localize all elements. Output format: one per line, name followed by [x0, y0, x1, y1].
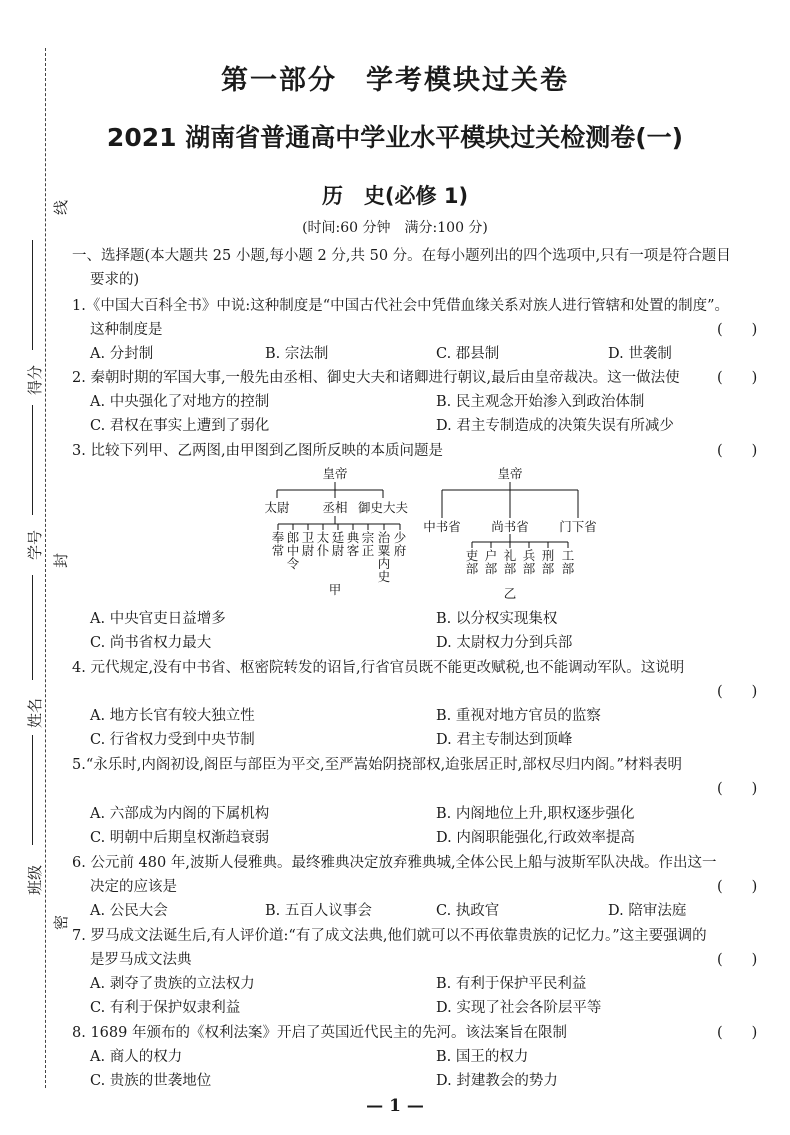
q7-option-b: B. 有利于保护平民利益	[436, 976, 587, 992]
org-chart-yi	[420, 462, 600, 602]
jia-office-5: 典客	[346, 530, 360, 558]
q6-answer-blank: ( )	[717, 879, 758, 895]
q1-option-d: D. 世袭制	[608, 346, 672, 362]
margin-label-score: 得分	[26, 364, 44, 395]
q1-answer-blank: ( )	[717, 322, 758, 338]
section-instructions-line2: 要求的)	[90, 272, 140, 288]
q8-option-c: C. 贵族的世袭地位	[90, 1073, 212, 1089]
exam-info: (时间:60 分钟 满分:100 分)	[302, 220, 488, 236]
q3-option-d: D. 太尉权力分到兵部	[436, 635, 573, 651]
yi-zhongshu: 中书省	[423, 519, 461, 534]
q7-stem-cont: 是罗马成文法典	[90, 952, 192, 968]
jia-yushidafu: 御史大夫	[357, 500, 409, 515]
q2-option-c: C. 君权在事实上遭到了弱化	[90, 418, 270, 434]
q4-answer-blank: ( )	[717, 684, 758, 700]
q7-answer-blank: ( )	[717, 952, 758, 968]
org-chart-jia	[250, 462, 420, 602]
q2-option-d: D. 君主专制造成的决策失误有所减少	[436, 418, 674, 434]
jia-office-8: 少府	[393, 530, 407, 558]
yi-emperor: 皇帝	[497, 466, 523, 481]
q1-option-a: A. 分封制	[90, 346, 154, 362]
q8-answer-blank: ( )	[717, 1025, 758, 1041]
score-blank-line	[32, 240, 33, 350]
page-number: — 1 —	[366, 1096, 424, 1116]
jia-office-1: 郎中令	[286, 530, 300, 571]
q1-option-b: B. 宗法制	[265, 346, 329, 362]
jia-office-4: 廷尉	[331, 530, 345, 558]
q3-option-b: B. 以分权实现集权	[436, 611, 558, 627]
q5-option-c: C. 明朝中后期皇权渐趋衰弱	[90, 830, 270, 846]
yi-office-2: 礼部	[503, 548, 517, 576]
q3-answer-blank: ( )	[717, 443, 758, 459]
jia-office-2: 卫尉	[301, 530, 315, 558]
q6-option-c: C. 执政官	[436, 903, 500, 919]
q5-stem: 5.“永乐时,内阁初设,阁臣与部臣为平交,至严嵩始阴挠部权,迨张居正时,部权尽归内阁。”材料表明	[72, 757, 682, 773]
q4-option-d: D. 君主专制达到顶峰	[436, 732, 573, 748]
margin-label-name: 姓名	[26, 697, 44, 728]
q5-option-a: A. 六部成为内阁的下属机构	[90, 806, 270, 822]
q6-stem: 6. 公元前 480 年,波斯人侵雅典。最终雅典决定放弃雅典城,全体公民上船与波斯军队决战。作出这一	[72, 855, 717, 871]
q4-option-b: B. 重视对地方官员的监察	[436, 708, 601, 724]
student-id-blank-line	[32, 405, 33, 515]
yi-shangshu: 尚书省	[491, 519, 529, 534]
q4-option-a: A. 地方长官有较大独立性	[90, 708, 255, 724]
q8-option-d: D. 封建教会的势力	[436, 1073, 558, 1089]
q6-option-a: A. 公民大会	[90, 903, 168, 919]
q3-option-c: C. 尚书省权力最大	[90, 635, 212, 651]
q8-option-a: A. 商人的权力	[90, 1049, 183, 1065]
q2-option-a: A. 中央强化了对地方的控制	[90, 394, 270, 410]
q5-option-b: B. 内阁地位上升,职权逐步强化	[436, 806, 635, 822]
q7-option-d: D. 实现了社会各阶层平等	[436, 1000, 602, 1016]
q6-stem-cont: 决定的应该是	[90, 879, 177, 895]
jia-chengxiang: 丞相	[322, 500, 348, 515]
yi-office-0: 吏部	[465, 548, 479, 576]
q1-option-c: C. 郡县制	[436, 346, 500, 362]
jia-office-7: 治粟内史	[377, 530, 391, 584]
exam-title: 2021 湖南省普通高中学业水平模块过关检测卷(一)	[106, 123, 684, 152]
q8-stem: 8. 1689 年颁布的《权利法案》开启了英国近代民主的先河。该法案旨在限制	[72, 1025, 567, 1041]
q2-option-b: B. 民主观念开始渗入到政治体制	[436, 394, 645, 410]
yi-office-3: 兵部	[522, 548, 536, 576]
jia-emperor: 皇帝	[322, 466, 348, 481]
part-title: 第一部分 学考模块过关卷	[221, 65, 569, 96]
jia-caption: 甲	[328, 582, 342, 597]
jia-office-3: 太仆	[316, 530, 330, 558]
margin-label-class: 班级	[26, 864, 44, 895]
q7-stem: 7. 罗马成文法诞生后,有人评价道:“有了成文法典,他们就可以不再依靠贵族的记忆力。”这主要强调的	[72, 928, 707, 944]
q4-option-c: C. 行省权力受到中央节制	[90, 732, 255, 748]
q2-answer-blank: ( )	[717, 370, 758, 386]
yi-menxia: 门下省	[559, 519, 597, 534]
q4-stem: 4. 元代规定,没有中书省、枢密院转发的诏旨,行省官员既不能更改赋税,也不能调动军队。这说明	[72, 660, 685, 676]
yi-office-5: 工部	[561, 548, 575, 576]
jia-taiwei: 太尉	[264, 500, 290, 515]
q7-option-a: A. 剥夺了贵族的立法权力	[90, 976, 255, 992]
margin-label-mi: 密	[52, 914, 70, 930]
name-blank-line	[32, 575, 33, 680]
section-instructions-line1: 一、选择题(本大题共 25 小题,每小题 2 分,共 50 分。在每小题列出的四个选项中,只有一项是符合题目	[72, 248, 731, 264]
class-blank-line	[32, 735, 33, 845]
q3-option-a: A. 中央官吏日益增多	[90, 611, 226, 627]
q8-option-b: B. 国王的权力	[436, 1049, 529, 1065]
jia-office-6: 宗正	[361, 530, 375, 558]
q3-stem: 3. 比较下列甲、乙两图,由甲图到乙图所反映的本质问题是	[72, 443, 444, 459]
margin-label-feng: 封	[52, 552, 70, 568]
q6-option-d: D. 陪审法庭	[608, 903, 687, 919]
q5-option-d: D. 内阁职能强化,行政效率提高	[436, 830, 635, 846]
yi-office-1: 户部	[484, 548, 498, 576]
yi-office-4: 刑部	[541, 548, 555, 576]
q6-option-b: B. 五百人议事会	[265, 903, 372, 919]
q2-stem: 2. 秦朝时期的军国大事,一般先由丞相、御史大夫和诸卿进行朝议,最后由皇帝裁决。这一做法使	[72, 370, 680, 386]
margin-label-student-id: 学号	[26, 529, 44, 560]
yi-caption: 乙	[503, 586, 517, 601]
margin-label-xian: 线	[52, 199, 70, 215]
q5-answer-blank: ( )	[717, 781, 758, 797]
jia-office-0: 奉常	[271, 530, 285, 558]
q7-option-c: C. 有利于保护奴隶利益	[90, 1000, 241, 1016]
q1-stem: 1.《中国大百科全书》中说:这种制度是“中国古代社会中凭借血缘关系对族人进行管辖和处置的制度”。	[72, 298, 730, 314]
subject-title: 历 史(必修 1)	[321, 184, 469, 208]
q1-stem-cont: 这种制度是	[90, 322, 163, 338]
